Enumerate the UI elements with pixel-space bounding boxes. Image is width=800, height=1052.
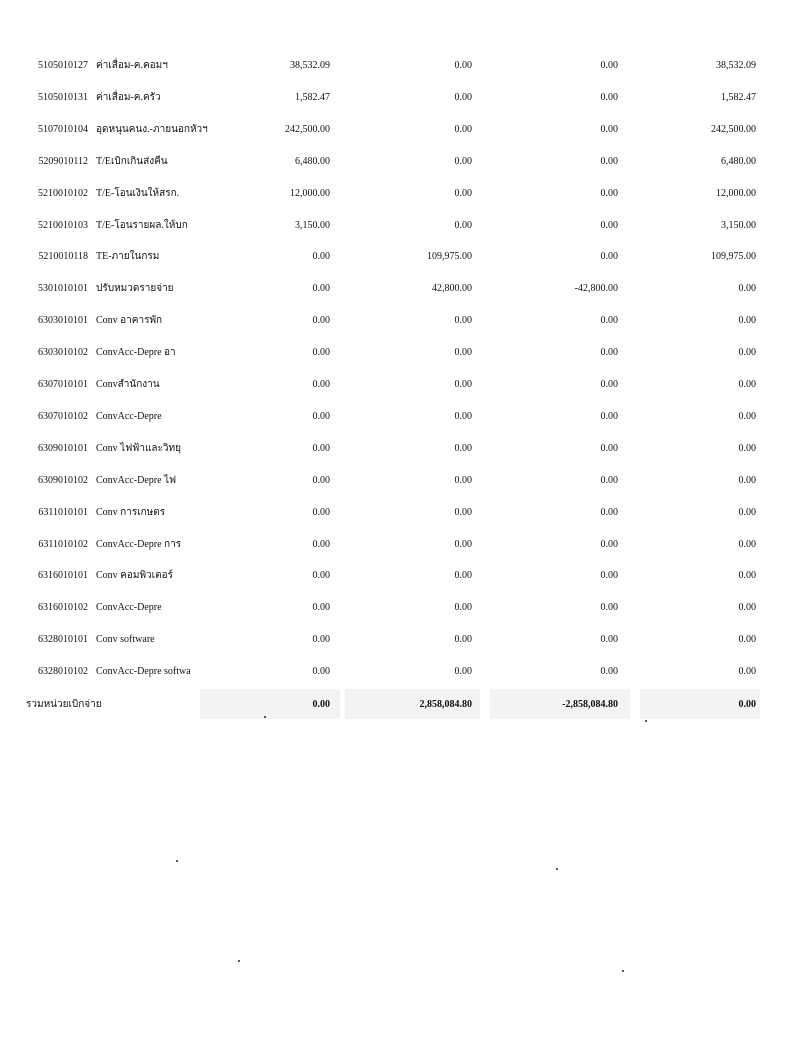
table-row <box>0 247 800 267</box>
amount-col-2: 0.00 <box>454 602 472 613</box>
amount-col-2: 0.00 <box>454 666 472 677</box>
account-name: ConvAcc-Depre อา <box>96 347 176 358</box>
table-row <box>0 471 800 491</box>
amount-col-1: 0.00 <box>312 602 330 613</box>
amount-col-4: 0.00 <box>738 507 756 518</box>
account-code: 6303010101 <box>38 315 88 326</box>
amount-col-4: 0.00 <box>738 570 756 581</box>
account-name: ConvAcc-Depre softwa <box>96 666 191 677</box>
amount-col-3: 0.00 <box>600 634 618 645</box>
amount-col-3: 0.00 <box>600 570 618 581</box>
amount-col-4: 38,532.09 <box>716 60 756 71</box>
account-name: T/Eเบิกเกินส่งคืน <box>96 156 168 167</box>
amount-col-4: 0.00 <box>738 411 756 422</box>
amount-col-4: 3,150.00 <box>721 220 756 231</box>
amount-col-4: 6,480.00 <box>721 156 756 167</box>
account-name: T/E-โอนเงินให้สรก. <box>96 188 180 199</box>
table-row <box>0 152 800 172</box>
scan-speck <box>622 970 624 972</box>
account-code: 6316010101 <box>38 570 88 581</box>
scan-speck <box>645 720 647 722</box>
amount-col-3: 0.00 <box>600 251 618 262</box>
amount-col-2: 0.00 <box>454 634 472 645</box>
scan-speck <box>238 960 240 962</box>
total-col-3: -2,858,084.80 <box>562 699 618 710</box>
account-name: Convสำนักงาน <box>96 379 160 390</box>
table-row <box>0 662 800 682</box>
account-code: 6316010102 <box>38 602 88 613</box>
table-row <box>0 566 800 586</box>
table-row <box>0 216 800 236</box>
scan-speck <box>264 716 266 718</box>
amount-col-4: 0.00 <box>738 347 756 358</box>
table-row <box>0 184 800 204</box>
amount-col-1: 0.00 <box>312 634 330 645</box>
amount-col-1: 38,532.09 <box>290 60 330 71</box>
amount-col-4: 0.00 <box>738 602 756 613</box>
account-code: 6307010101 <box>38 379 88 390</box>
amount-col-2: 0.00 <box>454 507 472 518</box>
total-col-4: 0.00 <box>738 699 756 710</box>
table-row <box>0 375 800 395</box>
account-code: 6328010102 <box>38 666 88 677</box>
amount-col-2: 0.00 <box>454 443 472 454</box>
amount-col-3: 0.00 <box>600 124 618 135</box>
amount-col-2: 0.00 <box>454 156 472 167</box>
amount-col-2: 0.00 <box>454 188 472 199</box>
amount-col-2: 0.00 <box>454 475 472 486</box>
amount-col-4: 242,500.00 <box>711 124 756 135</box>
account-code: 5105010131 <box>38 92 88 103</box>
amount-col-2: 0.00 <box>454 539 472 550</box>
account-code: 6307010102 <box>38 411 88 422</box>
account-code: 6311010101 <box>38 507 88 518</box>
amount-col-4: 0.00 <box>738 443 756 454</box>
table-row <box>0 535 800 555</box>
amount-col-1: 1,582.47 <box>295 92 330 103</box>
amount-col-2: 0.00 <box>454 315 472 326</box>
table-row <box>0 120 800 140</box>
account-code: 6309010102 <box>38 475 88 486</box>
account-name: ConvAcc-Depre <box>96 411 162 422</box>
table-row <box>0 439 800 459</box>
table-row <box>0 56 800 76</box>
amount-col-1: 0.00 <box>312 347 330 358</box>
account-name: Conv คอมพิวเตอร์ <box>96 570 173 581</box>
amount-col-3: 0.00 <box>600 60 618 71</box>
amount-col-3: 0.00 <box>600 220 618 231</box>
scan-speck <box>556 868 558 870</box>
amount-col-4: 1,582.47 <box>721 92 756 103</box>
account-name: Conv อาคารพัก <box>96 315 163 326</box>
amount-col-2: 0.00 <box>454 220 472 231</box>
amount-col-1: 0.00 <box>312 666 330 677</box>
account-code: 5301010101 <box>38 283 88 294</box>
amount-col-1: 0.00 <box>312 251 330 262</box>
amount-col-3: 0.00 <box>600 507 618 518</box>
total-label: รวมหน่วยเบิกจ่าย <box>26 699 102 710</box>
total-row <box>0 695 800 715</box>
account-code: 5210010118 <box>38 251 88 262</box>
amount-col-1: 0.00 <box>312 443 330 454</box>
amount-col-2: 0.00 <box>454 411 472 422</box>
account-name: ConvAcc-Depre <box>96 602 162 613</box>
amount-col-4: 0.00 <box>738 634 756 645</box>
amount-col-1: 0.00 <box>312 379 330 390</box>
amount-col-2: 109,975.00 <box>427 251 472 262</box>
amount-col-3: 0.00 <box>600 347 618 358</box>
account-name: TE-ภายในกรม <box>96 251 160 262</box>
amount-col-4: 12,000.00 <box>716 188 756 199</box>
account-name: ค่าเสื่อม-ค.ครัว <box>96 92 161 103</box>
table-row <box>0 88 800 108</box>
amount-col-1: 0.00 <box>312 411 330 422</box>
account-name: Conv ไฟฟ้าและวิทยุ <box>96 443 181 454</box>
amount-col-1: 0.00 <box>312 507 330 518</box>
account-code: 5107010104 <box>38 124 88 135</box>
amount-col-3: 0.00 <box>600 602 618 613</box>
amount-col-3: 0.00 <box>600 379 618 390</box>
amount-col-3: 0.00 <box>600 539 618 550</box>
amount-col-3: 0.00 <box>600 475 618 486</box>
account-name: ค่าเสื่อม-ค.คอมฯ <box>96 60 168 71</box>
amount-col-1: 0.00 <box>312 570 330 581</box>
amount-col-3: 0.00 <box>600 315 618 326</box>
amount-col-2: 42,800.00 <box>432 283 472 294</box>
account-name: T/E-โอนรายผล.ให้บก <box>96 220 188 231</box>
amount-col-4: 0.00 <box>738 475 756 486</box>
account-name: Conv software <box>96 634 155 645</box>
amount-col-2: 0.00 <box>454 60 472 71</box>
amount-col-3: 0.00 <box>600 188 618 199</box>
table-row <box>0 630 800 650</box>
account-code: 6311010102 <box>38 539 88 550</box>
account-name: ปรับหมวดรายจ่าย <box>96 283 174 294</box>
amount-col-4: 0.00 <box>738 539 756 550</box>
table-row <box>0 598 800 618</box>
amount-col-1: 0.00 <box>312 315 330 326</box>
account-code: 6328010101 <box>38 634 88 645</box>
account-name: Conv การเกษตร <box>96 507 166 518</box>
account-code: 5209010112 <box>38 156 88 167</box>
account-code: 5210010102 <box>38 188 88 199</box>
account-name: ConvAcc-Depre การ <box>96 539 182 550</box>
account-name: อุดหนุนคนง.-ภายนอกหัวฯ <box>96 124 208 135</box>
amount-col-4: 0.00 <box>738 666 756 677</box>
amount-col-1: 6,480.00 <box>295 156 330 167</box>
amount-col-1: 0.00 <box>312 475 330 486</box>
amount-col-2: 0.00 <box>454 124 472 135</box>
amount-col-1: 3,150.00 <box>295 220 330 231</box>
amount-col-3: 0.00 <box>600 443 618 454</box>
account-code: 5210010103 <box>38 220 88 231</box>
amount-col-4: 0.00 <box>738 379 756 390</box>
account-code: 6303010102 <box>38 347 88 358</box>
amount-col-2: 0.00 <box>454 92 472 103</box>
account-code: 6309010101 <box>38 443 88 454</box>
amount-col-2: 0.00 <box>454 570 472 581</box>
amount-col-4: 0.00 <box>738 315 756 326</box>
amount-col-1: 0.00 <box>312 539 330 550</box>
table-row <box>0 311 800 331</box>
amount-col-1: 242,500.00 <box>285 124 330 135</box>
table-row <box>0 407 800 427</box>
table-row <box>0 279 800 299</box>
amount-col-3: 0.00 <box>600 666 618 677</box>
amount-col-3: 0.00 <box>600 411 618 422</box>
amount-col-2: 0.00 <box>454 379 472 390</box>
account-name: ConvAcc-Depre ไฟ <box>96 475 177 486</box>
account-code: 5105010127 <box>38 60 88 71</box>
amount-col-1: 12,000.00 <box>290 188 330 199</box>
amount-col-3: 0.00 <box>600 92 618 103</box>
table-row <box>0 343 800 363</box>
scan-speck <box>176 860 178 862</box>
amount-col-1: 0.00 <box>312 283 330 294</box>
amount-col-3: 0.00 <box>600 156 618 167</box>
amount-col-4: 109,975.00 <box>711 251 756 262</box>
total-col-1: 0.00 <box>312 699 330 710</box>
amount-col-3: -42,800.00 <box>574 283 618 294</box>
total-col-2: 2,858,084.80 <box>419 699 472 710</box>
amount-col-4: 0.00 <box>738 283 756 294</box>
table-row <box>0 503 800 523</box>
amount-col-2: 0.00 <box>454 347 472 358</box>
